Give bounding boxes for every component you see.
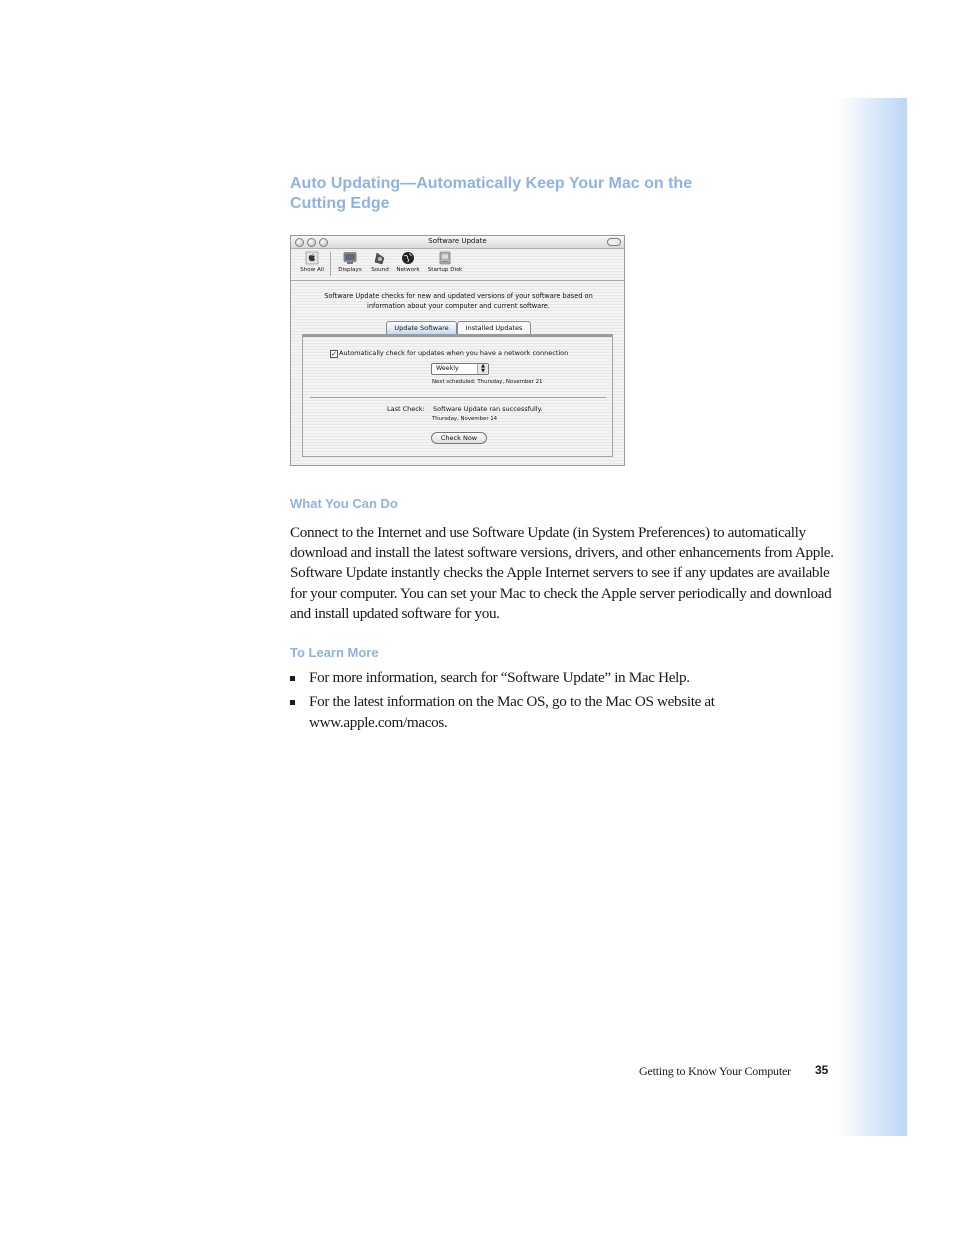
list-item-text: For the latest information on the Mac OS, go to the Mac OS website at www.apple.com/macos. — [309, 693, 715, 731]
page-number: 35 — [815, 1063, 829, 1077]
toolbar-label: Sound — [371, 267, 389, 273]
toolbar-label: Show All — [300, 267, 324, 273]
auto-check-checkbox[interactable]: ✓ — [331, 350, 337, 358]
disk-icon — [438, 251, 452, 265]
toolbar-label: Displays — [338, 267, 362, 273]
toolbar-displays[interactable] — [336, 251, 364, 273]
toolbar-startup-disk[interactable] — [425, 251, 465, 273]
what-you-can-do-heading: What You Can Do — [290, 496, 398, 511]
to-learn-more-heading: To Learn More — [290, 645, 379, 660]
frequency-popup[interactable] — [431, 363, 489, 375]
tab-bar — [291, 321, 624, 335]
update-description: Software Update checks for new and updated versions of your software based on information about your computer and current software. — [324, 292, 593, 310]
learn-more-list — [290, 668, 835, 737]
popup-arrows-icon: ▲ ▼ — [477, 364, 488, 374]
toolbar-label: Network — [396, 267, 420, 273]
toolbar-toggle-button[interactable] — [607, 238, 621, 246]
toolbar-label: Startup Disk — [427, 267, 463, 273]
display-icon — [343, 251, 357, 265]
tab-installed-updates[interactable]: Installed Updates — [457, 321, 531, 335]
speaker-icon — [373, 251, 387, 265]
bullet-square-icon — [290, 676, 295, 681]
frequency-value: Weekly — [436, 365, 459, 372]
globe-icon — [401, 251, 415, 265]
apple-icon — [305, 251, 319, 265]
check-now-button[interactable]: Check Now — [431, 432, 487, 444]
list-item — [290, 668, 835, 688]
last-check-label: Last Check: — [387, 405, 425, 413]
toolbar-network[interactable] — [394, 251, 422, 273]
last-check-status: Software Update ran successfully. — [433, 405, 543, 413]
auto-check-label: Automatically check for updates when you have a network connection — [339, 349, 569, 357]
last-check-date: Thursday, November 14 — [432, 416, 498, 422]
toolbar-sound[interactable] — [368, 251, 392, 273]
toolbar-show-all[interactable] — [297, 251, 327, 273]
toolbar-divider — [330, 252, 331, 276]
window-title: Software Update — [428, 237, 487, 245]
section-heading: Auto Updating—Automatically Keep Your Mac on the Cutting Edge — [290, 175, 693, 212]
window-titlebar — [291, 236, 624, 249]
tab-update-software[interactable]: Update Software — [386, 321, 457, 335]
list-item — [290, 692, 835, 733]
next-scheduled-text: Next scheduled: Thursday, November 21 — [432, 379, 543, 385]
software-update-window-screenshot — [290, 235, 625, 466]
side-color-band — [838, 98, 907, 1136]
list-item-text: For more information, search for “Software Update” in Mac Help. — [309, 669, 690, 686]
preferences-toolbar — [291, 249, 624, 281]
footer-chapter-title: Getting to Know Your Computer — [639, 1064, 791, 1078]
update-settings-pane — [302, 334, 613, 457]
pane-divider — [310, 397, 606, 398]
what-you-can-do-body: Connect to the Internet and use Software Update (in System Preferences) to automatically download and install the latest software versions, drivers, and other enhancements from Apple. Software Update instantly checks the Apple Internet servers to see if any updates are available for your computer. You can set your Mac to check the Apple server periodically and download and install updated software for you. — [290, 524, 834, 622]
bullet-square-icon — [290, 700, 295, 705]
